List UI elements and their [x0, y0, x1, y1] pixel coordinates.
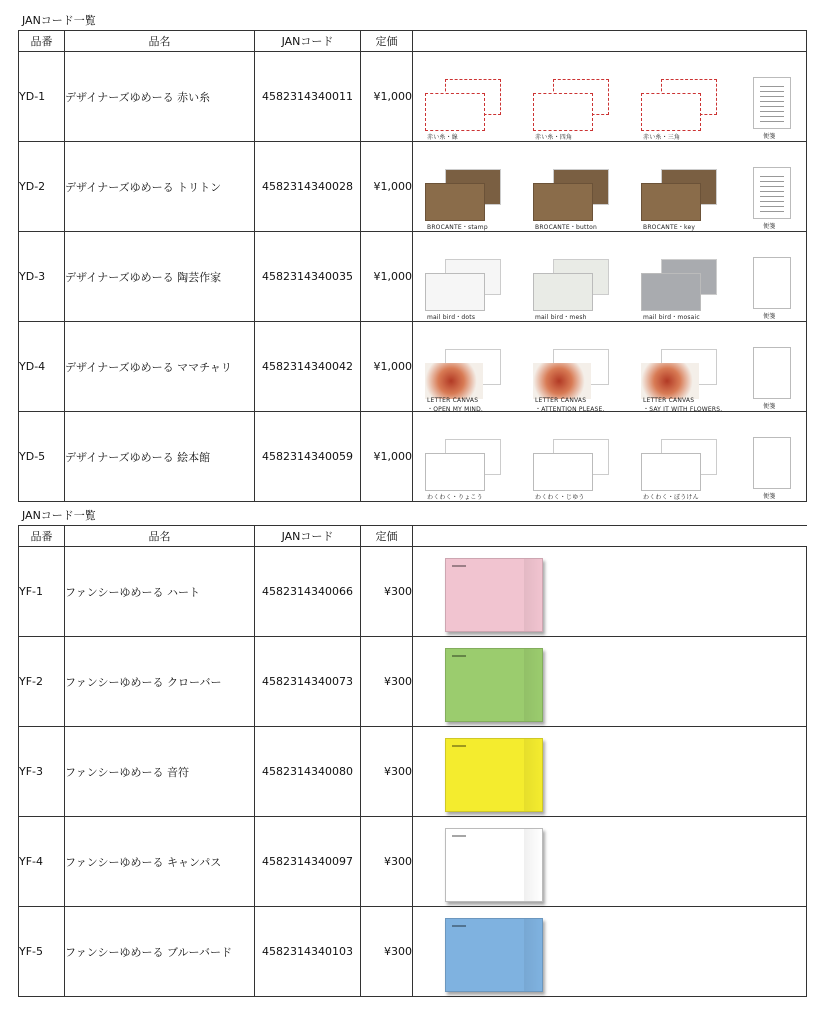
image-caption: LETTER CANVAS ・OPEN MY MIND. — [427, 396, 484, 413]
envelope-image — [641, 93, 701, 131]
envelope-image — [425, 453, 485, 491]
letter-sheet-image — [753, 257, 791, 309]
header-name: 品名 — [65, 31, 255, 52]
cell-jan: 4582314340080 — [255, 727, 361, 817]
cell-jan: 4582314340073 — [255, 637, 361, 727]
image-caption: わくわく・ぼうけん — [643, 493, 699, 501]
ruled-line — [760, 206, 784, 207]
cell-price: ¥1,000 — [361, 322, 413, 412]
cell-price: ¥300 — [361, 817, 413, 907]
section-title-designers: JANコード一覧 — [22, 14, 96, 27]
product-images — [413, 323, 806, 411]
image-caption: 便箋 — [763, 402, 776, 410]
envelope-flap — [524, 559, 542, 631]
cell-price: ¥1,000 — [361, 232, 413, 322]
cell-jan: 4582314340066 — [255, 547, 361, 637]
product-images — [413, 638, 806, 726]
image-caption: 便箋 — [763, 132, 776, 140]
cell-name: デザイナーズゆめーる ママチャリ — [65, 322, 255, 412]
envelope-image — [425, 183, 485, 221]
cell-price: ¥1,000 — [361, 412, 413, 502]
image-caption: BROCANTE・stamp — [427, 223, 488, 231]
table-row — [19, 817, 807, 907]
product-images — [413, 818, 806, 906]
ruled-line — [760, 181, 784, 182]
image-caption: LETTER CANVAS ・ATTENTION PLEASE. — [535, 396, 605, 413]
cell-jan: 4582314340028 — [255, 142, 361, 232]
cell-price: ¥300 — [361, 547, 413, 637]
cell-name: デザイナーズゆめーる 陶芸作家 — [65, 232, 255, 322]
cell-code: YD-1 — [19, 52, 65, 142]
envelope-image — [641, 183, 701, 221]
envelope-flap — [524, 919, 542, 991]
header-row — [19, 526, 807, 547]
image-caption: BROCANTE・button — [535, 223, 598, 231]
letter-sheet-image — [753, 437, 791, 489]
cell-name: デザイナーズゆめーる トリトン — [65, 142, 255, 232]
header-jan: JANコード — [255, 526, 361, 547]
ruled-line — [760, 86, 784, 87]
stamp-mark — [452, 655, 466, 657]
cell-name: ファンシーゆめーる ハート — [65, 547, 255, 637]
ruled-line — [760, 111, 784, 112]
image-caption: 便箋 — [763, 222, 776, 230]
cell-image — [413, 52, 807, 142]
cell-image — [413, 412, 807, 502]
letter-sheet-image — [753, 77, 791, 129]
envelope-image — [533, 183, 593, 221]
table-row — [19, 412, 807, 502]
header-image — [413, 526, 807, 547]
image-caption: 赤い糸・四角 — [535, 133, 573, 141]
cell-code: YD-2 — [19, 142, 65, 232]
table-row — [19, 727, 807, 817]
cell-price: ¥1,000 — [361, 142, 413, 232]
cell-name: ファンシーゆめーる クローバー — [65, 637, 255, 727]
cell-code: YD-3 — [19, 232, 65, 322]
cell-code: YD-5 — [19, 412, 65, 502]
ruled-line — [760, 211, 784, 212]
envelope-image — [445, 648, 543, 722]
envelope-image — [445, 558, 543, 632]
table-row — [19, 322, 807, 412]
cell-jan: 4582314340035 — [255, 232, 361, 322]
image-caption: 赤い糸・線 — [427, 133, 459, 141]
cell-jan: 4582314340097 — [255, 817, 361, 907]
image-caption: BROCANTE・key — [643, 223, 696, 231]
image-caption: mail bird・mesh — [535, 313, 587, 321]
ruled-line — [760, 201, 784, 202]
cell-code: YF-3 — [19, 727, 65, 817]
table-row — [19, 232, 807, 322]
table-row — [19, 547, 807, 637]
ruled-line — [760, 121, 784, 122]
cell-image — [413, 142, 807, 232]
envelope-image — [533, 453, 593, 491]
image-caption: mail bird・dots — [427, 313, 476, 321]
product-images — [413, 413, 806, 501]
ruled-line — [760, 196, 784, 197]
image-caption: 便箋 — [763, 312, 776, 320]
cell-code: YF-1 — [19, 547, 65, 637]
header-price: 定価 — [361, 31, 413, 52]
envelope-image — [445, 738, 543, 812]
image-caption: LETTER CANVAS ・SAY IT WITH FLOWERS. — [643, 396, 723, 413]
envelope-image — [533, 363, 591, 399]
envelope-image — [425, 93, 485, 131]
envelope-flap — [524, 739, 542, 811]
cell-image — [413, 637, 807, 727]
table-row — [19, 52, 807, 142]
cell-image — [413, 547, 807, 637]
image-caption: わくわく・りょこう — [427, 493, 483, 501]
product-images — [413, 548, 806, 636]
ruled-line — [760, 101, 784, 102]
envelope-image — [445, 918, 543, 992]
designers-table — [18, 30, 807, 502]
product-images — [413, 53, 806, 141]
table-row — [19, 907, 807, 997]
header-price: 定価 — [361, 526, 413, 547]
cell-code: YF-4 — [19, 817, 65, 907]
envelope-image — [641, 453, 701, 491]
envelope-image — [641, 363, 699, 399]
header-row — [19, 31, 807, 52]
header-name: 品名 — [65, 526, 255, 547]
table-row — [19, 142, 807, 232]
cell-image — [413, 727, 807, 817]
cell-image — [413, 232, 807, 322]
cell-price: ¥300 — [361, 637, 413, 727]
image-caption: 赤い糸・三角 — [643, 133, 681, 141]
letter-sheet-image — [753, 347, 791, 399]
cell-price: ¥1,000 — [361, 52, 413, 142]
envelope-image — [425, 273, 485, 311]
product-images — [413, 143, 806, 231]
header-jan: JANコード — [255, 31, 361, 52]
image-caption: わくわく・じゆう — [535, 493, 585, 501]
cell-name: デザイナーズゆめーる 赤い糸 — [65, 52, 255, 142]
header-image — [413, 31, 807, 52]
ruled-line — [760, 116, 784, 117]
header-code: 品番 — [19, 31, 65, 52]
cell-image — [413, 322, 807, 412]
ruled-line — [760, 191, 784, 192]
stamp-mark — [452, 835, 466, 837]
image-caption: 便箋 — [763, 492, 776, 500]
cell-jan: 4582314340059 — [255, 412, 361, 502]
ruled-line — [760, 186, 784, 187]
cell-code: YD-4 — [19, 322, 65, 412]
envelope-flap — [524, 649, 542, 721]
product-images — [413, 728, 806, 816]
section-title-fancy: JANコード一覧 — [22, 509, 96, 522]
envelope-image — [425, 363, 483, 399]
ruled-line — [760, 96, 784, 97]
cell-jan: 4582314340042 — [255, 322, 361, 412]
cell-image — [413, 907, 807, 997]
cell-price: ¥300 — [361, 727, 413, 817]
cell-image — [413, 817, 807, 907]
cell-code: YF-5 — [19, 907, 65, 997]
header-code: 品番 — [19, 526, 65, 547]
envelope-image — [641, 273, 701, 311]
envelope-image — [445, 828, 543, 902]
envelope-image — [533, 273, 593, 311]
stamp-mark — [452, 745, 466, 747]
ruled-line — [760, 176, 784, 177]
ruled-line — [760, 106, 784, 107]
cell-name: デザイナーズゆめーる 絵本館 — [65, 412, 255, 502]
cell-name: ファンシーゆめーる ブルーバード — [65, 907, 255, 997]
stamp-mark — [452, 925, 466, 927]
table-row — [19, 637, 807, 727]
cell-price: ¥300 — [361, 907, 413, 997]
cell-name: ファンシーゆめーる キャンパス — [65, 817, 255, 907]
stamp-mark — [452, 565, 466, 567]
letter-sheet-image — [753, 167, 791, 219]
product-images — [413, 233, 806, 321]
cell-name: ファンシーゆめーる 音符 — [65, 727, 255, 817]
ruled-line — [760, 91, 784, 92]
envelope-flap — [524, 829, 542, 901]
envelope-image — [533, 93, 593, 131]
fancy-table — [18, 525, 807, 997]
cell-jan: 4582314340011 — [255, 52, 361, 142]
cell-code: YF-2 — [19, 637, 65, 727]
cell-jan: 4582314340103 — [255, 907, 361, 997]
image-caption: mail bird・mosaic — [643, 313, 700, 321]
product-images — [413, 908, 806, 996]
